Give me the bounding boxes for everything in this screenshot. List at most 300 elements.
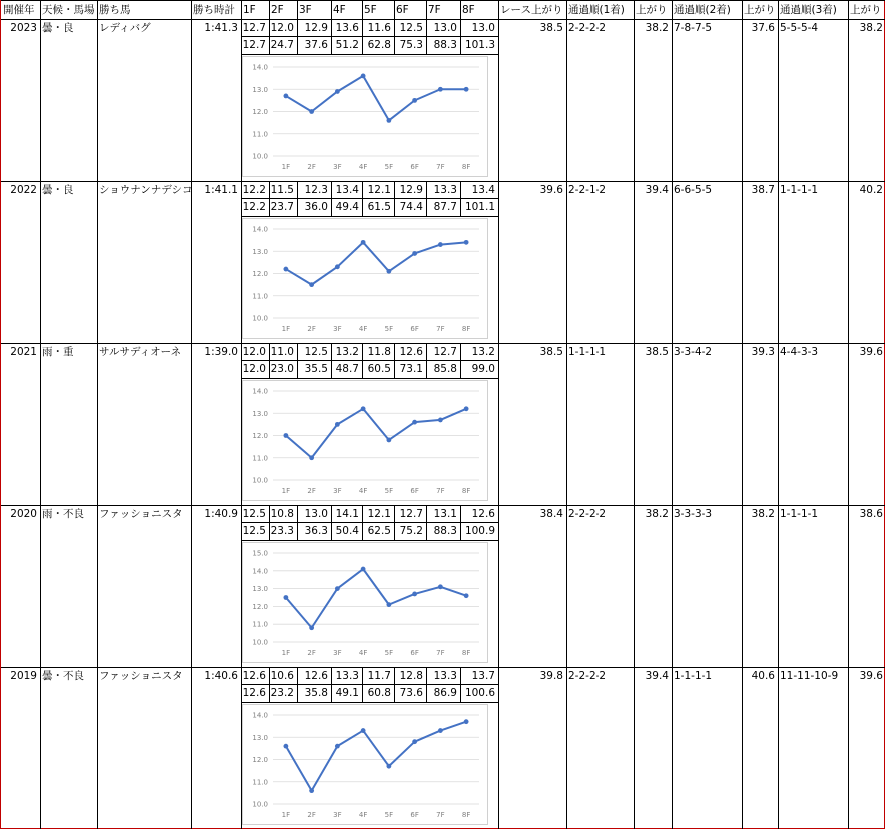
column-border	[848, 181, 849, 343]
race-last-cell[interactable]: 38.5	[539, 346, 563, 358]
column-border	[40, 0, 41, 19]
cumulative-time-cell[interactable]: 23.7	[270, 201, 294, 213]
cumulative-time-cell[interactable]: 73.1	[399, 363, 423, 375]
x-tick-label: 2F	[307, 163, 316, 171]
last-3f-1st-cell[interactable]: 38.5	[645, 346, 669, 358]
column-border	[742, 19, 743, 181]
column-border	[426, 343, 427, 378]
last-3f-1st-cell[interactable]: 39.4	[645, 670, 669, 682]
x-tick-label: 6F	[410, 811, 419, 819]
data-point	[386, 269, 391, 274]
column-border	[426, 19, 427, 54]
header-cell[interactable]: 8F	[462, 4, 475, 16]
x-tick-label: 5F	[384, 811, 394, 819]
series-line	[286, 242, 466, 284]
column-border	[672, 505, 673, 667]
y-tick-label: 11.0	[252, 620, 268, 629]
y-tick-label: 14.0	[252, 63, 268, 72]
column-border	[394, 19, 395, 54]
y-tick-label: 13.0	[252, 733, 268, 742]
passing-order-2nd-cell[interactable]: 7-8-7-5	[674, 22, 713, 34]
cumulative-time-cell[interactable]: 37.6	[304, 39, 328, 51]
lap-time-cell[interactable]: 12.7	[433, 346, 457, 358]
cumulative-time-cell[interactable]: 86.9	[433, 687, 457, 699]
column-border	[426, 181, 427, 216]
data-point	[438, 418, 443, 423]
lap-time-cell[interactable]: 12.5	[304, 346, 328, 358]
passing-order-3rd-cell[interactable]: 11-11-10-9	[780, 670, 839, 682]
row-border	[1, 181, 885, 182]
header-cell[interactable]: 6F	[396, 4, 409, 16]
winning-time-cell[interactable]: 1:40.6	[204, 670, 238, 682]
header-cell[interactable]: 通過順(1着)	[568, 4, 625, 16]
cumulative-time-cell[interactable]: 62.5	[367, 525, 391, 537]
winning-time-cell[interactable]: 1:40.9	[204, 508, 238, 520]
lap-time-cell[interactable]: 12.6	[399, 346, 423, 358]
last-3f-2nd-cell[interactable]: 38.2	[751, 508, 775, 520]
lap-time-cell[interactable]: 12.0	[242, 346, 266, 358]
column-border	[672, 19, 673, 181]
chart-svg	[243, 219, 489, 340]
x-tick-label: 5F	[384, 163, 394, 171]
x-tick-label: 7F	[436, 649, 445, 657]
header-cell[interactable]: 勝ち時計	[193, 4, 235, 16]
lap-time-cell[interactable]: 12.7	[242, 22, 266, 34]
row-border	[1, 343, 885, 344]
lap-time-cell[interactable]: 12.2	[242, 184, 266, 196]
passing-order-1st-cell[interactable]: 2-2-2-2	[568, 670, 607, 682]
x-tick-label: 7F	[436, 487, 445, 495]
row-border	[1, 505, 885, 506]
series-line	[286, 76, 466, 121]
column-border	[297, 0, 298, 19]
cumulative-time-cell[interactable]: 101.1	[464, 201, 495, 213]
column-border	[778, 667, 779, 829]
y-tick-label: 13.0	[252, 409, 268, 418]
column-border	[778, 343, 779, 505]
data-point	[309, 455, 314, 460]
x-tick-label: 3F	[333, 163, 342, 171]
passing-order-1st-cell[interactable]: 2-2-2-2	[568, 22, 607, 34]
data-point	[464, 240, 469, 245]
lap-time-cell[interactable]: 13.1	[433, 508, 457, 520]
x-tick-label: 1F	[281, 487, 291, 495]
column-border	[778, 0, 779, 19]
column-border	[634, 19, 635, 181]
data-point	[361, 74, 366, 79]
column-border	[362, 343, 363, 378]
race-last-cell[interactable]: 38.4	[539, 508, 563, 520]
column-border	[460, 343, 461, 378]
winning-time-cell[interactable]: 1:41.3	[204, 22, 238, 34]
last-3f-3rd-cell[interactable]: 39.6	[859, 346, 883, 358]
header-cell[interactable]: 通過順(3着)	[780, 4, 837, 16]
year-cell[interactable]: 2023	[10, 22, 37, 34]
cumulative-time-cell[interactable]: 35.8	[304, 687, 328, 699]
x-tick-label: 8F	[461, 811, 471, 819]
lap-time-cell[interactable]: 13.2	[335, 346, 359, 358]
data-point	[438, 728, 443, 733]
column-border	[191, 0, 192, 19]
cumulative-time-cell[interactable]: 36.3	[304, 525, 328, 537]
x-tick-label: 6F	[410, 487, 419, 495]
lap-time-cell[interactable]: 12.1	[367, 184, 391, 196]
cumulative-time-cell[interactable]: 12.7	[242, 39, 266, 51]
cumulative-time-cell[interactable]: 35.5	[304, 363, 328, 375]
lap-time-chart[interactable]	[242, 218, 488, 339]
cumulative-time-cell[interactable]: 48.7	[335, 363, 359, 375]
lap-time-cell[interactable]: 11.0	[270, 346, 294, 358]
row-border	[241, 540, 498, 541]
lap-time-cell[interactable]: 10.6	[270, 670, 294, 682]
lap-time-cell[interactable]: 11.5	[270, 184, 294, 196]
header-cell[interactable]: レース上がり	[500, 4, 563, 16]
lap-time-cell[interactable]: 13.4	[471, 184, 495, 196]
y-tick-label: 12.0	[252, 432, 268, 440]
cumulative-time-cell[interactable]: 60.8	[367, 687, 391, 699]
column-border	[331, 667, 332, 702]
x-tick-label: 6F	[410, 649, 419, 657]
column-border	[394, 181, 395, 216]
data-point	[361, 406, 366, 411]
column-border	[394, 0, 395, 19]
x-tick-label: 6F	[410, 163, 419, 171]
column-border	[269, 505, 270, 540]
column-border	[394, 505, 395, 540]
x-tick-label: 4F	[358, 163, 368, 171]
cumulative-time-cell[interactable]: 12.5	[242, 525, 266, 537]
cumulative-time-cell[interactable]: 24.7	[270, 39, 294, 51]
x-tick-label: 3F	[333, 325, 342, 333]
column-border	[191, 505, 192, 667]
lap-time-cell[interactable]: 12.5	[242, 508, 266, 520]
data-point	[335, 744, 340, 749]
y-tick-label: 10.0	[252, 638, 268, 647]
last-3f-3rd-cell[interactable]: 39.6	[859, 670, 883, 682]
last-3f-3rd-cell[interactable]: 40.2	[859, 184, 883, 196]
passing-order-2nd-cell[interactable]: 3-3-3-3	[674, 508, 713, 520]
lap-time-cell[interactable]: 12.1	[367, 508, 391, 520]
passing-order-3rd-cell[interactable]: 1-1-1-1	[780, 508, 819, 520]
header-cell[interactable]: 3F	[299, 4, 312, 16]
lap-time-cell[interactable]: 13.7	[471, 670, 495, 682]
header-cell[interactable]: 上がり	[636, 4, 668, 16]
header-cell[interactable]: 上がり	[744, 4, 776, 16]
column-border	[742, 343, 743, 505]
winner-cell[interactable]: ファッショニスタ	[99, 670, 183, 682]
column-border	[742, 505, 743, 667]
lap-time-cell[interactable]: 12.9	[399, 184, 423, 196]
y-tick-label: 10.0	[252, 314, 268, 323]
cumulative-time-cell[interactable]: 73.6	[399, 687, 423, 699]
column-border	[331, 505, 332, 540]
column-border	[97, 181, 98, 343]
lap-time-cell[interactable]: 13.0	[433, 22, 457, 34]
lap-time-chart[interactable]	[242, 542, 488, 663]
winner-cell[interactable]: サルサディオーネ	[99, 346, 182, 358]
column-border	[672, 0, 673, 19]
data-point	[438, 584, 443, 589]
last-3f-2nd-cell[interactable]: 40.6	[751, 670, 775, 682]
column-border	[331, 181, 332, 216]
lap-time-cell[interactable]: 13.2	[471, 346, 495, 358]
column-border	[742, 0, 743, 19]
column-border	[362, 505, 363, 540]
column-border	[297, 19, 298, 54]
lap-time-cell[interactable]: 13.3	[433, 184, 457, 196]
lap-time-cell[interactable]: 12.9	[304, 22, 328, 34]
weather-track-cell[interactable]: 曇・不良	[42, 670, 84, 682]
lap-time-cell[interactable]: 14.1	[335, 508, 359, 520]
column-border	[269, 19, 270, 54]
column-border	[362, 19, 363, 54]
passing-order-3rd-cell[interactable]: 4-4-3-3	[780, 346, 819, 358]
x-tick-label: 2F	[307, 487, 316, 495]
row-border	[241, 702, 498, 703]
x-tick-label: 2F	[307, 811, 316, 819]
cumulative-time-cell[interactable]: 87.7	[433, 201, 457, 213]
data-point	[412, 251, 417, 256]
last-3f-3rd-cell[interactable]: 38.2	[859, 22, 883, 34]
lap-time-cell[interactable]: 13.0	[304, 508, 328, 520]
y-tick-label: 11.0	[252, 454, 268, 463]
cumulative-time-cell[interactable]: 75.3	[399, 39, 423, 51]
column-border	[634, 0, 635, 19]
cumulative-time-cell[interactable]: 23.2	[270, 687, 294, 699]
cumulative-time-cell[interactable]: 51.2	[335, 39, 359, 51]
column-border	[191, 181, 192, 343]
cumulative-time-cell[interactable]: 49.1	[335, 687, 359, 699]
lap-time-chart[interactable]	[242, 56, 488, 177]
lap-time-chart[interactable]	[242, 704, 488, 825]
winner-cell[interactable]: ファッショニスタ	[99, 508, 183, 520]
x-tick-label: 4F	[358, 649, 368, 657]
column-border	[460, 667, 461, 702]
winning-time-cell[interactable]: 1:41.1	[204, 184, 238, 196]
lap-time-cell[interactable]: 13.0	[471, 22, 495, 34]
header-cell[interactable]: 1F	[243, 4, 256, 16]
top-border	[1, 0, 885, 1]
cumulative-time-cell[interactable]: 23.0	[270, 363, 294, 375]
y-tick-label: 11.0	[252, 130, 268, 139]
data-point	[309, 282, 314, 287]
column-border	[297, 505, 298, 540]
header-cell[interactable]: 通過順(2着)	[674, 4, 731, 16]
column-border	[426, 667, 427, 702]
lap-time-cell[interactable]: 13.6	[335, 22, 359, 34]
lap-time-cell[interactable]: 11.6	[367, 22, 391, 34]
passing-order-2nd-cell[interactable]: 3-3-4-2	[674, 346, 713, 358]
cumulative-time-cell[interactable]: 99.0	[471, 363, 495, 375]
y-tick-label: 13.0	[252, 85, 268, 94]
x-tick-label: 4F	[358, 487, 368, 495]
last-3f-2nd-cell[interactable]: 37.6	[751, 22, 775, 34]
passing-order-2nd-cell[interactable]: 1-1-1-1	[674, 670, 713, 682]
cumulative-time-cell[interactable]: 12.2	[242, 201, 266, 213]
column-border	[97, 343, 98, 505]
weather-track-cell[interactable]: 曇・良	[42, 22, 74, 34]
cumulative-time-cell[interactable]: 88.3	[433, 39, 457, 51]
x-tick-label: 7F	[436, 325, 445, 333]
data-point	[412, 592, 417, 597]
series-line	[286, 569, 466, 628]
cumulative-time-cell[interactable]: 100.6	[464, 687, 495, 699]
column-border	[742, 667, 743, 829]
column-border	[566, 19, 567, 181]
last-3f-3rd-cell[interactable]: 38.6	[859, 508, 883, 520]
data-point	[464, 406, 469, 411]
header-cell[interactable]: 4F	[333, 4, 346, 16]
data-point	[412, 98, 417, 103]
header-cell[interactable]: 5F	[364, 4, 377, 16]
y-tick-label: 15.0	[252, 549, 268, 558]
column-border	[848, 667, 849, 829]
x-tick-label: 5F	[384, 649, 394, 657]
data-point	[361, 567, 366, 572]
cumulative-time-cell[interactable]: 101.3	[464, 39, 495, 51]
year-cell[interactable]: 2020	[10, 508, 37, 520]
last-3f-1st-cell[interactable]: 38.2	[645, 508, 669, 520]
cumulative-time-cell[interactable]: 12.6	[242, 687, 266, 699]
passing-order-3rd-cell[interactable]: 1-1-1-1	[780, 184, 819, 196]
column-border	[848, 0, 849, 19]
passing-order-1st-cell[interactable]: 1-1-1-1	[568, 346, 607, 358]
cumulative-time-cell[interactable]: 12.0	[242, 363, 266, 375]
cumulative-time-cell[interactable]: 61.5	[367, 201, 391, 213]
winning-time-cell[interactable]: 1:39.0	[204, 346, 238, 358]
race-last-cell[interactable]: 39.6	[539, 184, 563, 196]
header-cell[interactable]: 勝ち馬	[99, 4, 131, 16]
column-border	[40, 181, 41, 343]
header-cell[interactable]: 7F	[428, 4, 441, 16]
winner-cell[interactable]: ショウナンナデシコ	[99, 184, 193, 196]
race-last-cell[interactable]: 39.8	[539, 670, 563, 682]
cumulative-time-cell[interactable]: 85.8	[433, 363, 457, 375]
y-tick-label: 10.0	[252, 152, 268, 161]
lap-time-cell[interactable]: 12.6	[471, 508, 495, 520]
column-border	[331, 19, 332, 54]
x-tick-label: 8F	[461, 163, 471, 171]
data-point	[412, 739, 417, 744]
column-border	[672, 667, 673, 829]
y-tick-label: 10.0	[252, 800, 268, 809]
cumulative-time-cell[interactable]: 50.4	[335, 525, 359, 537]
column-border	[394, 667, 395, 702]
cumulative-time-cell[interactable]: 75.2	[399, 525, 423, 537]
passing-order-1st-cell[interactable]: 2-2-1-2	[568, 184, 607, 196]
series-line	[286, 409, 466, 458]
cumulative-time-cell[interactable]: 88.3	[433, 525, 457, 537]
chart-svg	[243, 381, 489, 502]
weather-track-cell[interactable]: 曇・良	[42, 184, 74, 196]
lap-time-cell[interactable]: 13.4	[335, 184, 359, 196]
lap-time-cell[interactable]: 11.7	[367, 670, 391, 682]
passing-order-2nd-cell[interactable]: 6-6-5-5	[674, 184, 713, 196]
column-border	[97, 667, 98, 829]
column-border	[778, 181, 779, 343]
column-border	[362, 0, 363, 19]
column-border	[40, 343, 41, 505]
lap-time-cell[interactable]: 11.8	[367, 346, 391, 358]
header-cell[interactable]: 2F	[271, 4, 284, 16]
lap-time-cell[interactable]: 12.0	[270, 22, 294, 34]
cumulative-time-cell[interactable]: 36.0	[304, 201, 328, 213]
cumulative-time-cell[interactable]: 62.8	[367, 39, 391, 51]
lap-time-cell[interactable]: 12.8	[399, 670, 423, 682]
lap-time-cell[interactable]: 12.5	[399, 22, 423, 34]
x-tick-label: 1F	[281, 811, 291, 819]
x-tick-label: 5F	[384, 487, 394, 495]
winner-cell[interactable]: レディバグ	[99, 22, 151, 34]
column-border	[97, 19, 98, 181]
lap-time-cell[interactable]: 10.8	[270, 508, 294, 520]
lap-time-cell[interactable]: 12.6	[242, 670, 266, 682]
weather-track-cell[interactable]: 雨・重	[42, 346, 74, 358]
column-border	[297, 181, 298, 216]
lap-time-cell[interactable]: 12.3	[304, 184, 328, 196]
race-last-cell[interactable]: 38.5	[539, 22, 563, 34]
year-cell[interactable]: 2021	[10, 346, 37, 358]
column-border	[331, 343, 332, 378]
data-point	[283, 433, 288, 438]
y-tick-label: 14.0	[252, 387, 268, 396]
lap-time-cell[interactable]: 12.6	[304, 670, 328, 682]
year-cell[interactable]: 2022	[10, 184, 37, 196]
cumulative-time-cell[interactable]: 49.4	[335, 201, 359, 213]
data-point	[309, 109, 314, 114]
passing-order-3rd-cell[interactable]: 5-5-5-4	[780, 22, 819, 34]
lap-time-cell[interactable]: 13.3	[433, 670, 457, 682]
column-border	[269, 343, 270, 378]
column-border	[634, 505, 635, 667]
column-border	[426, 0, 427, 19]
cumulative-time-cell[interactable]: 74.4	[399, 201, 423, 213]
data-point	[464, 87, 469, 92]
column-border	[362, 181, 363, 216]
weather-track-cell[interactable]: 雨・不良	[42, 508, 84, 520]
lap-time-cell[interactable]: 12.7	[399, 508, 423, 520]
data-point	[309, 788, 314, 793]
last-3f-1st-cell[interactable]: 39.4	[645, 184, 669, 196]
x-tick-label: 3F	[333, 649, 342, 657]
row-border	[241, 378, 498, 379]
header-cell[interactable]: 上がり	[850, 4, 882, 16]
header-cell[interactable]: 天候・馬場	[42, 4, 95, 16]
column-border	[566, 181, 567, 343]
column-border	[778, 19, 779, 181]
x-tick-label: 1F	[281, 163, 291, 171]
lap-time-cell[interactable]: 13.3	[335, 670, 359, 682]
header-cell[interactable]: 開催年	[3, 4, 35, 16]
last-3f-2nd-cell[interactable]: 38.7	[751, 184, 775, 196]
x-tick-label: 1F	[281, 649, 291, 657]
data-point	[361, 240, 366, 245]
x-tick-label: 3F	[333, 487, 342, 495]
cumulative-time-cell[interactable]: 23.3	[270, 525, 294, 537]
column-border	[426, 505, 427, 540]
column-border	[191, 667, 192, 829]
cumulative-time-cell[interactable]: 100.9	[464, 525, 495, 537]
cumulative-time-cell[interactable]: 60.5	[367, 363, 391, 375]
last-3f-1st-cell[interactable]: 38.2	[645, 22, 669, 34]
last-3f-2nd-cell[interactable]: 39.3	[751, 346, 775, 358]
row-border	[1, 19, 885, 20]
year-cell[interactable]: 2019	[10, 670, 37, 682]
passing-order-1st-cell[interactable]: 2-2-2-2	[568, 508, 607, 520]
column-border	[269, 0, 270, 19]
lap-time-chart[interactable]	[242, 380, 488, 501]
y-tick-label: 13.0	[252, 247, 268, 256]
